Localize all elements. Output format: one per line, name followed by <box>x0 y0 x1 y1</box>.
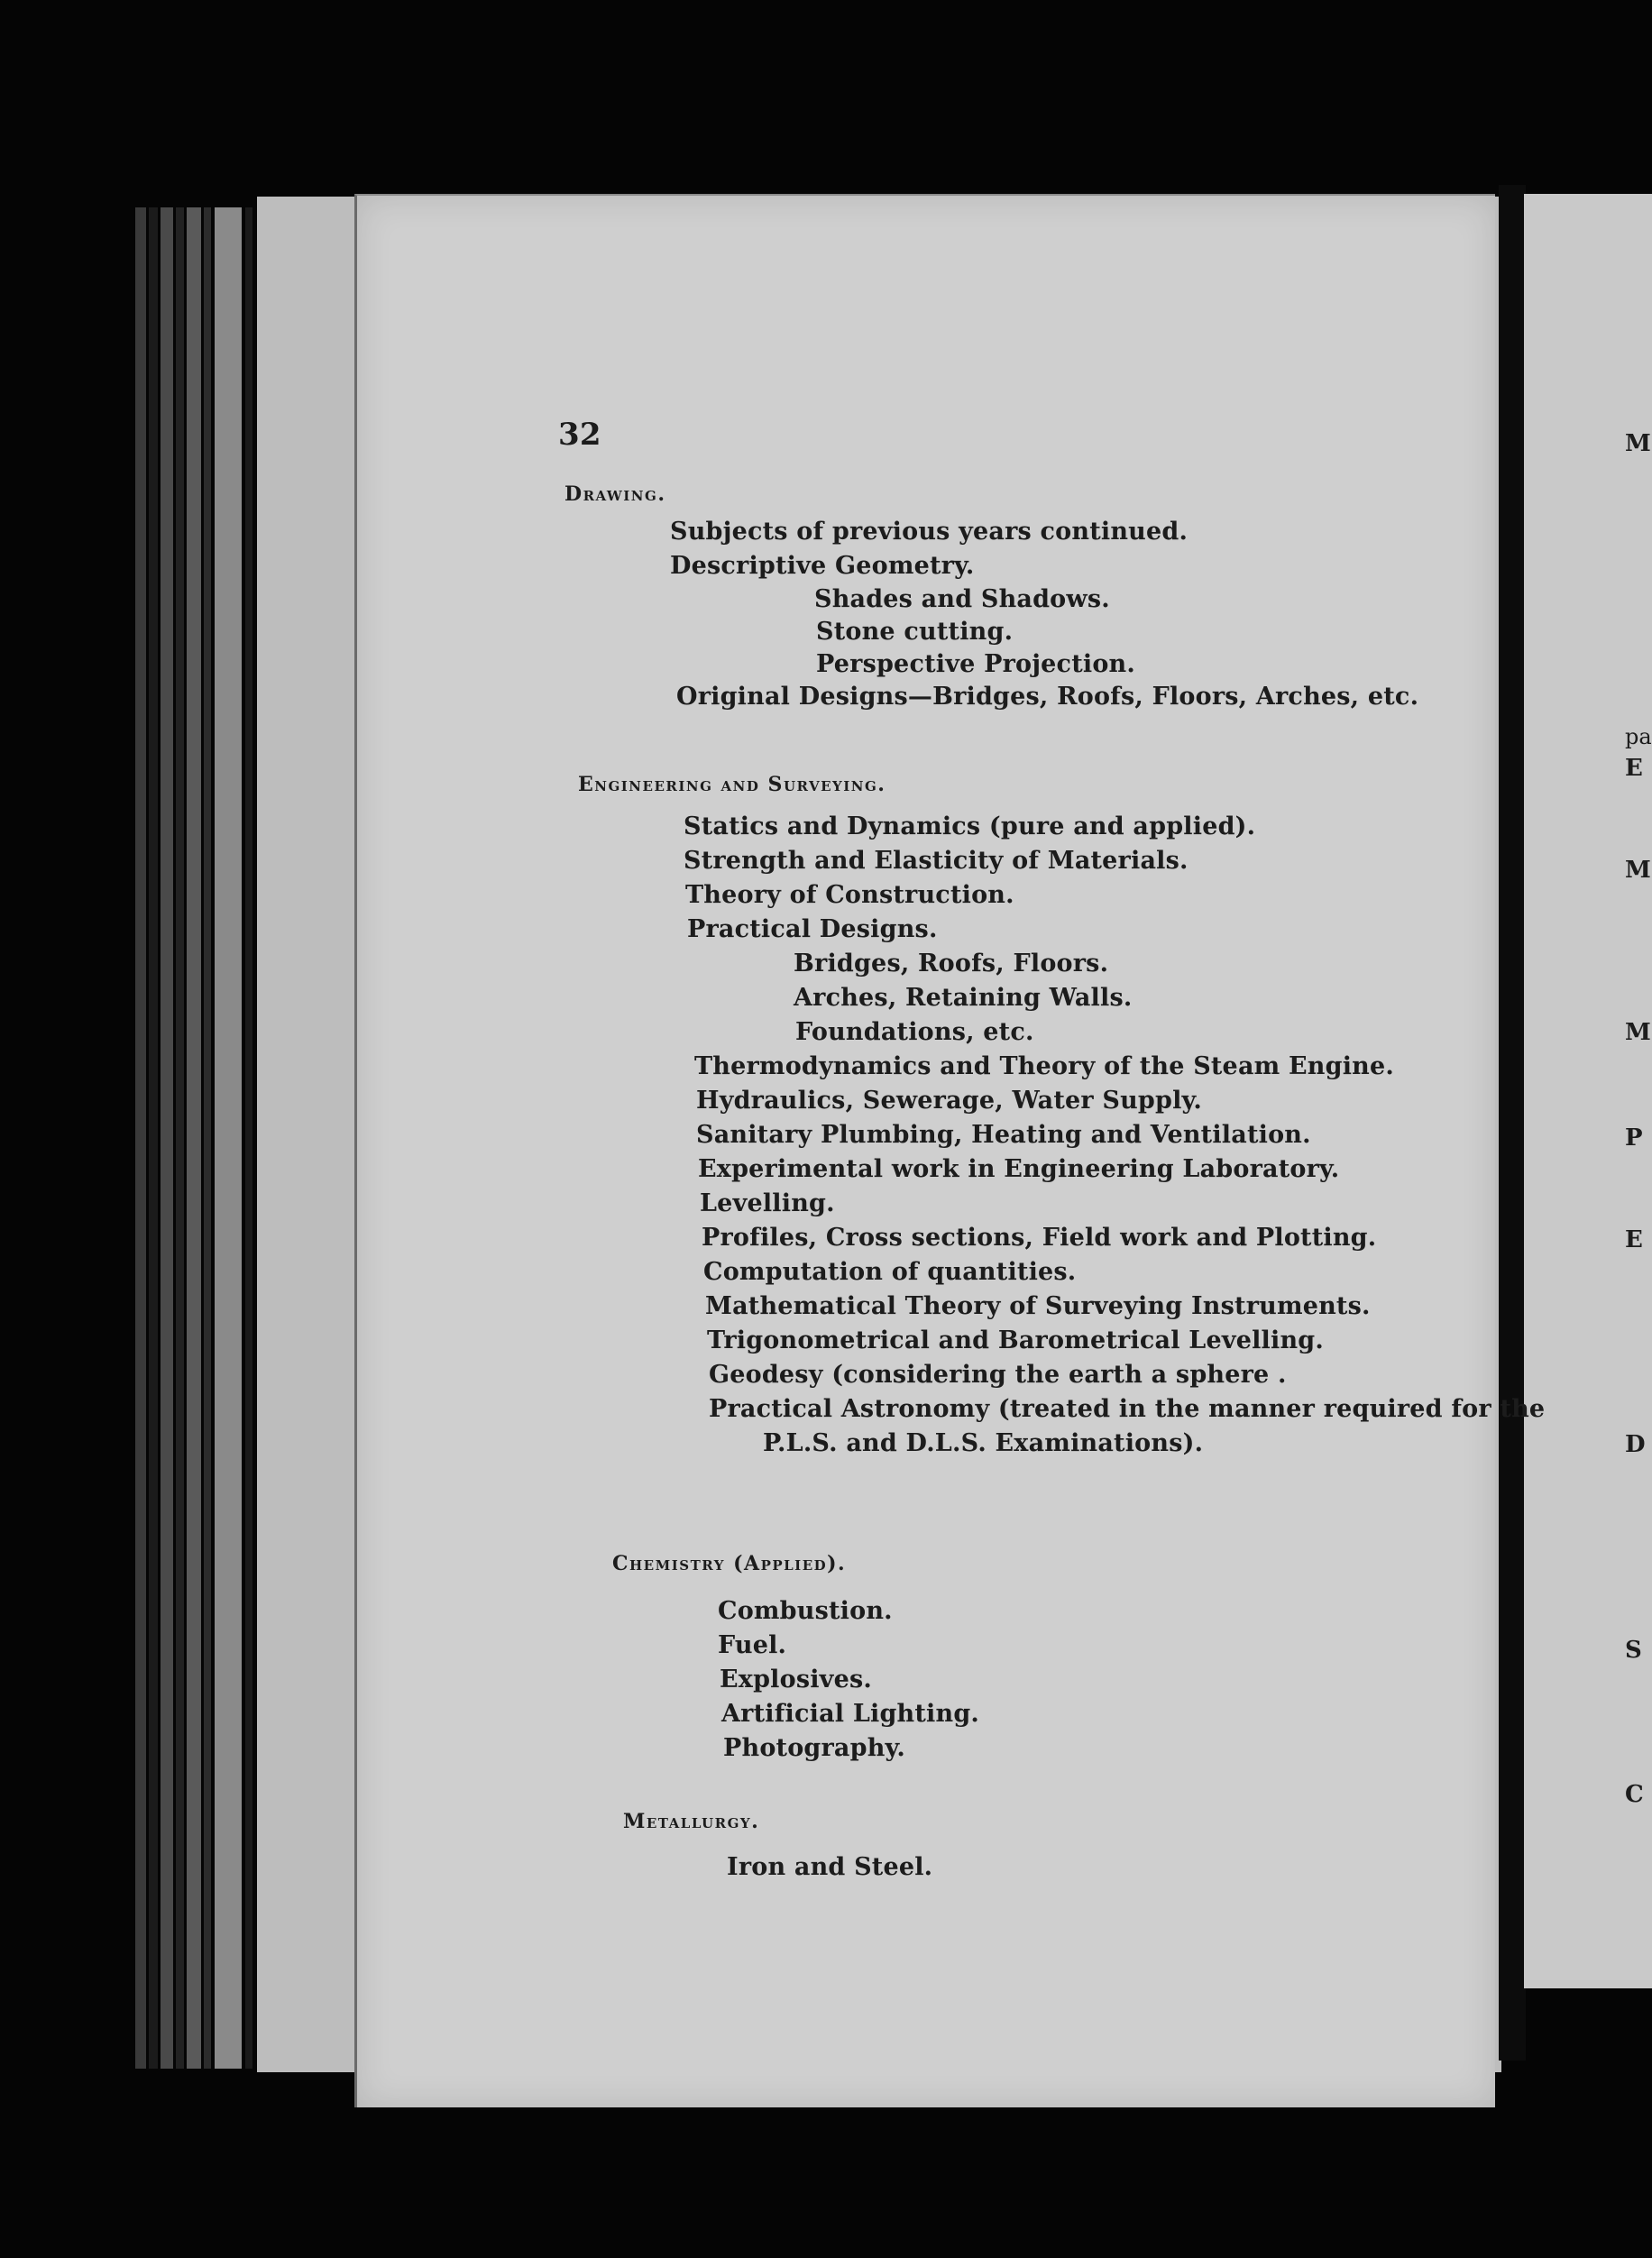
right-page-fragment: M <box>1625 857 1651 884</box>
list-item: Thermodynamics and Theory of the Steam Engine. <box>694 1052 1394 1080</box>
book-edge <box>176 207 184 2069</box>
section-heading-drawing: Drawing. <box>564 482 666 506</box>
list-item: Combustion. <box>718 1597 893 1625</box>
list-item: Subjects of previous years continued. <box>670 518 1189 546</box>
list-item: Practical Astronomy (treated in the manner required for the <box>709 1395 1546 1423</box>
book-edge <box>215 207 242 2069</box>
book-edge <box>245 207 252 2069</box>
list-item: Bridges, Roofs, Floors. <box>794 950 1109 978</box>
right-page-fragment: P <box>1625 1124 1643 1152</box>
right-page-fragment: E <box>1625 755 1643 782</box>
list-item: Descriptive Geometry. <box>670 552 975 580</box>
book-edge <box>149 207 158 2069</box>
right-page-fragment: E <box>1625 1226 1643 1253</box>
document-page <box>354 194 1546 2107</box>
list-item: Fuel. <box>718 1631 787 1659</box>
list-item: Theory of Construction. <box>685 881 1014 909</box>
list-item: Stone cutting. <box>816 618 1014 646</box>
list-item: Photography. <box>723 1734 905 1762</box>
list-item: Arches, Retaining Walls. <box>794 984 1133 1012</box>
section-heading-engineering: Engineering and Surveying. <box>578 773 886 796</box>
list-item: Strength and Elasticity of Materials. <box>684 847 1189 875</box>
list-item: Original Designs—Bridges, Roofs, Floors, Arches, etc. <box>676 683 1419 711</box>
list-item: Mathematical Theory of Surveying Instruments. <box>705 1292 1371 1320</box>
list-item: Artificial Lighting. <box>721 1700 980 1728</box>
list-item: Computation of quantities. <box>703 1258 1077 1286</box>
list-item: Trigonometrical and Barometrical Levelling. <box>707 1326 1324 1354</box>
list-item: Statics and Dynamics (pure and applied). <box>684 812 1256 840</box>
book-edge <box>135 207 146 2069</box>
right-page-fragment: D <box>1625 1431 1646 1458</box>
list-item: Iron and Steel. <box>727 1853 933 1881</box>
book-gutter <box>1499 185 1526 2061</box>
right-page-fragment: pa <box>1625 724 1652 749</box>
list-item: Sanitary Plumbing, Heating and Ventilation. <box>696 1121 1311 1149</box>
list-item: Foundations, etc. <box>795 1018 1034 1046</box>
list-item: Profiles, Cross sections, Field work and Plotting. <box>702 1224 1377 1252</box>
list-item: Perspective Projection. <box>816 650 1135 678</box>
page-number: 32 <box>558 417 601 453</box>
book-edge <box>204 207 211 2069</box>
right-page-fragment: C <box>1625 1781 1644 1808</box>
right-page <box>1524 194 1652 1988</box>
list-item: Geodesy (considering the earth a sphere . <box>709 1361 1287 1389</box>
list-item: Hydraulics, Sewerage, Water Supply. <box>696 1087 1202 1115</box>
right-page-fragment: S <box>1625 1637 1642 1664</box>
list-item: Practical Designs. <box>687 915 938 943</box>
right-page-fragment: M <box>1625 1019 1651 1046</box>
section-heading-chemistry: Chemistry (Applied). <box>612 1552 847 1575</box>
list-item: Experimental work in Engineering Laboratory. <box>698 1155 1340 1183</box>
right-page-fragment: M <box>1625 430 1651 457</box>
list-item: Levelling. <box>700 1189 835 1217</box>
section-heading-metallurgy: Metallurgy. <box>623 1810 760 1833</box>
book-edge <box>187 207 201 2069</box>
list-item: Explosives. <box>720 1666 872 1694</box>
book-edge <box>161 207 173 2069</box>
list-item: P.L.S. and D.L.S. Examinations). <box>763 1429 1204 1457</box>
list-item: Shades and Shadows. <box>814 585 1110 613</box>
